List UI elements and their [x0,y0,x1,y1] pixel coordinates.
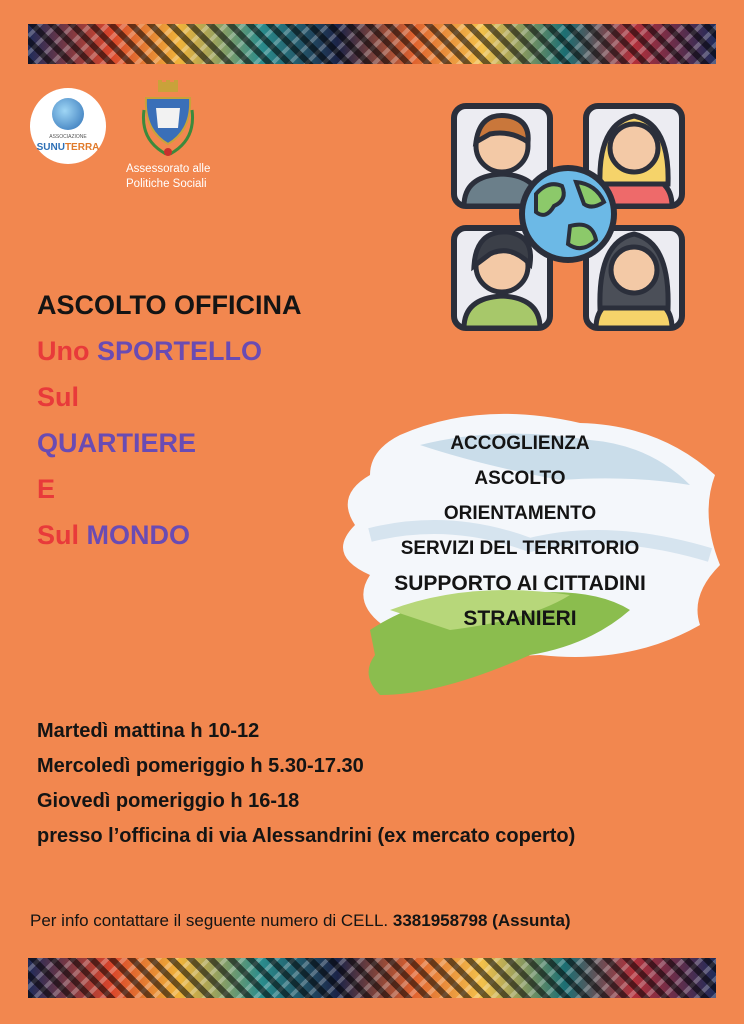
service-item: ACCOGLIENZA [450,433,590,454]
title-line-2-b: SPORTELLO [97,336,263,366]
title-line-6-b: MONDO [86,520,191,550]
crest-caption [126,162,210,192]
schedule-line: Mercoledì pomeriggio h 5.30-17.30 [37,755,364,777]
crest-caption-line2: Politiche Sociali [126,178,207,190]
people-globe-icon [450,94,686,334]
services-list [360,426,680,636]
title-line-6-a: Sul [37,520,80,550]
sunuterra-logo [30,88,106,164]
logo-association-label: ASSOCIAZIONE [49,134,87,140]
title-line-2-a: Uno [37,336,90,366]
opening-hours [37,714,575,854]
schedule-line: presso l’officina di via Alessandrini (ex mercato coperto) [37,825,576,847]
title-line-6 [37,512,302,558]
crest-caption-line1: Assessorato alle [126,163,211,175]
decorative-pattern-band-bottom [28,958,716,998]
schedule-line: Martedì mattina h 10-12 [37,720,260,742]
logo-name [30,142,106,153]
logo-name-b: TERRA [64,142,100,153]
decorative-pattern-band-top [28,24,716,64]
title-line-1: ASCOLTO OFFICINA [37,290,302,320]
service-item: SUPPORTO AI CITTADINI [394,572,646,595]
service-item: SERVIZI DEL TERRITORIO [400,538,640,559]
contact-phone-number[interactable]: 3381958798 [392,911,488,930]
service-item: ASCOLTO [474,468,566,489]
logo-name-a: SUNU [36,142,65,153]
contact-name: (Assunta) [492,911,571,930]
schedule-line: Giovedì pomeriggio h 16-18 [37,790,300,812]
contact-prefix: Per info contattare il seguente numero di CELL. [30,911,389,930]
service-item: STRANIERI [463,607,577,630]
contact-info [30,911,571,931]
main-title [37,282,302,558]
service-item: ORIENTAMENTO [443,503,597,524]
title-line-5: E [37,474,56,504]
globe-icon [52,98,84,130]
title-line-3: Sul [37,382,80,412]
municipal-crest-icon [140,80,196,160]
title-line-2 [37,328,302,374]
title-line-4: QUARTIERE [37,428,197,458]
